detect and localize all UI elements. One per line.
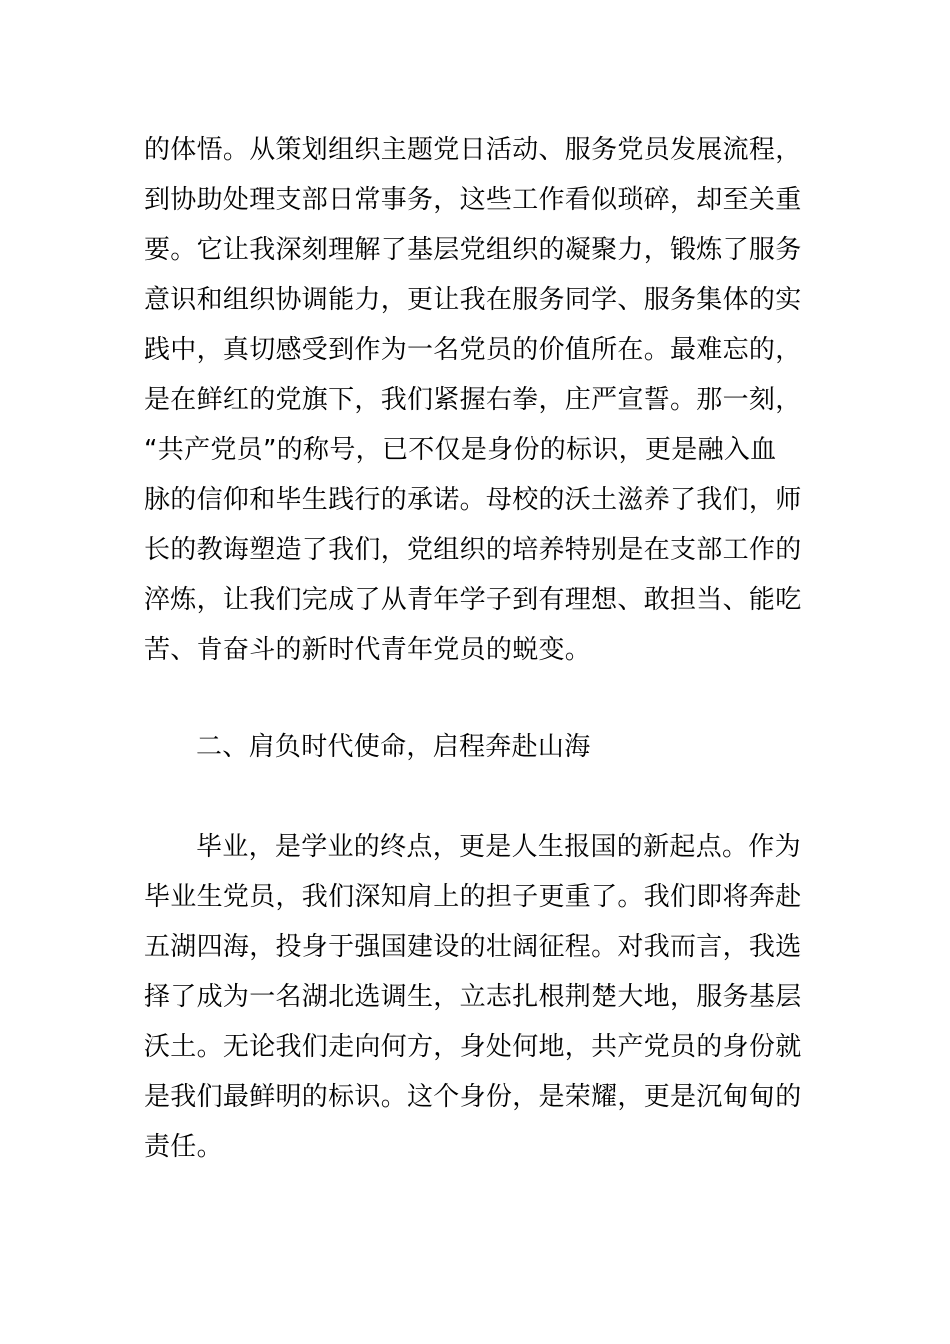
paragraph-line: 意识和组织协调能力，更让我在服务同学、服务集体的实: [144, 285, 802, 315]
paragraph-line: 苦、肯奋斗的新时代青年党员的蜕变。: [144, 635, 592, 665]
paragraph-line: 毕业，是学业的终点，更是人生报国的新起点。作为: [196, 832, 801, 862]
paragraph-line: 是我们最鲜明的标识。这个身份，是荣耀，更是沉甸甸的: [144, 1082, 802, 1112]
section-heading: [144, 722, 814, 772]
paragraph-line: 毕业生党员，我们深知肩上的担子更重了。我们即将奔赴: [144, 882, 802, 912]
paragraph-line: 践中，真切感受到作为一名党员的价值所在。最难忘的，: [144, 335, 802, 365]
paragraph-line: 的体悟。从策划组织主题党日活动、服务党员发展流程，: [144, 135, 802, 165]
paragraph-line: 五湖四海，投身于强国建设的壮阔征程。对我而言，我选: [144, 932, 802, 962]
paragraph: [144, 822, 814, 1172]
paragraph-line: 要。它让我深刻理解了基层党组织的凝聚力，锻炼了服务: [144, 235, 802, 265]
paragraph-line: 脉的信仰和毕生践行的承诺。母校的沃土滋养了我们，师: [144, 485, 802, 515]
paragraph-line: “共产党员”的称号，已不仅是身份的标识，更是融入血: [144, 435, 777, 465]
paragraph-line: 择了成为一名湖北选调生，立志扎根荆楚大地，服务基层: [144, 982, 802, 1012]
paragraph-line: 长的教诲塑造了我们，党组织的培养特别是在支部工作的: [144, 535, 802, 565]
paragraph-line: 责任。: [144, 1132, 223, 1162]
paragraph-line: 沃土。无论我们走向何方，身处何地，共产党员的身份就: [144, 1032, 802, 1062]
paragraph-continued: [144, 125, 814, 675]
section-heading-text: 二、肩负时代使命，启程奔赴山海: [196, 732, 591, 762]
paragraph-line: 淬炼，让我们完成了从青年学子到有理想、敢担当、能吃: [144, 585, 802, 615]
paragraph-line: 到协助处理支部日常事务，这些工作看似琐碎，却至关重: [144, 185, 802, 215]
paragraph-line: 是在鲜红的党旗下，我们紧握右拳，庄严宣誓。那一刻，: [144, 385, 802, 415]
